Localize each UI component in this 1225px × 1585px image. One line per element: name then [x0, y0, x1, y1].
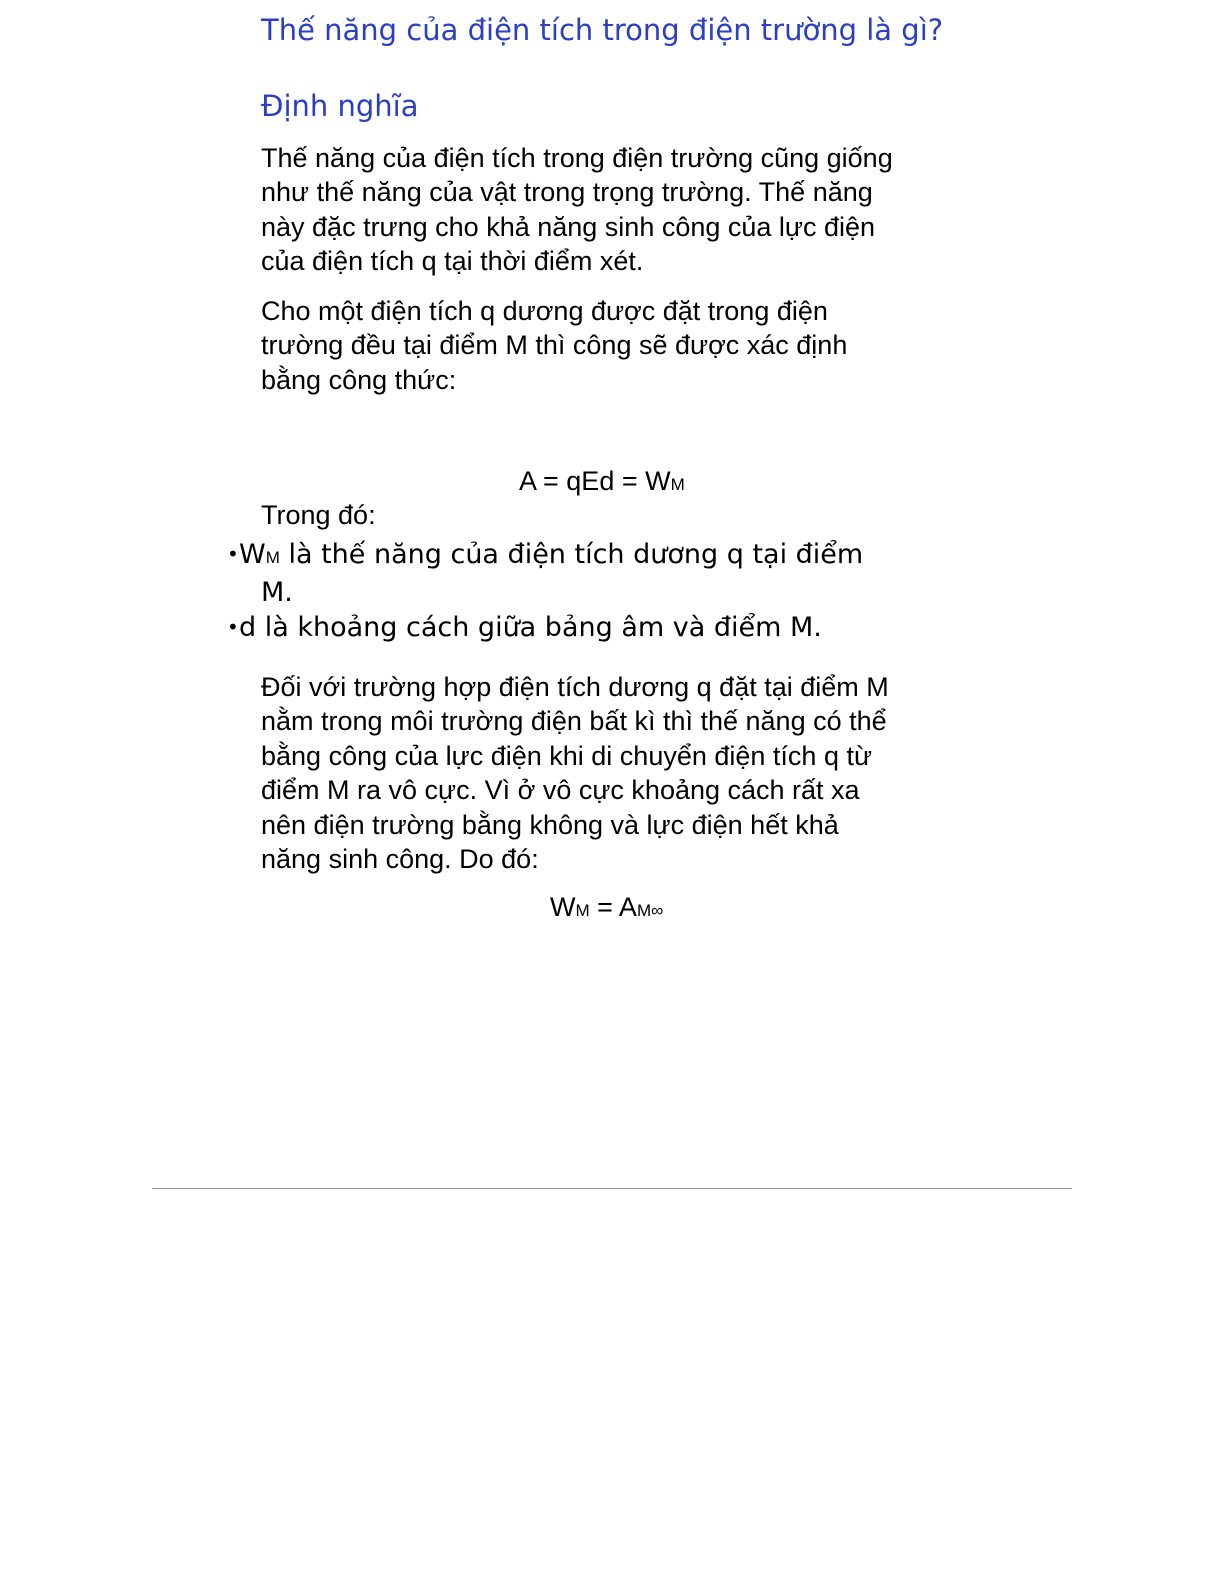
bullet-icon: •	[227, 542, 239, 566]
list-item-variable-subscript: M	[265, 548, 280, 567]
formula-work	[519, 464, 685, 502]
definitions-list	[227, 537, 967, 645]
paragraph-uniform-field: Cho một điện tích q dương được đặt trong điện trường đều tại điểm M thì công sẽ được xác định bằng công thức:	[261, 296, 848, 395]
list-item-variable: W	[239, 539, 266, 570]
list-item-continuation: M.	[261, 577, 293, 608]
list-item-text: là thế năng của điện tích dương q tại điểm	[279, 539, 864, 570]
list-item-text: d là khoảng cách giữa bảng âm và điểm M.	[239, 612, 822, 643]
section-heading: Định nghĩa	[261, 89, 419, 123]
list-item	[227, 537, 967, 610]
formula-equals-rhs: = A	[589, 892, 637, 922]
bullet-icon: •	[227, 615, 239, 639]
paragraph-arbitrary-field: Đối với trường hợp điện tích dương q đặt tại điểm M nằm trong môi trường điện bất kì thì thế năng có thể bằng công của lực điện khi di chuyển điện tích q từ điểm M ra vô cực. Vì ở vô cực khoảng cách rất xa nên điện trường bằng không và lực điện hết khả năng sinh công. Do đó:	[261, 672, 889, 875]
formula-potential-energy	[550, 890, 663, 928]
formula-lhs-subscript: M	[575, 901, 590, 920]
footer-divider	[152, 1188, 1072, 1189]
page-title: Thế năng của điện tích trong điện trường là gì?	[261, 13, 944, 47]
list-item	[227, 610, 967, 645]
formula-lhs: W	[550, 892, 576, 922]
formula-work-subscript: M	[670, 475, 685, 494]
formula-rhs-subscript: M∞	[636, 901, 664, 920]
paragraph-definition: Thế năng của điện tích trong điện trường cũng giống như thế năng của vật trong trọng trường. Thế năng này đặc trưng cho khả năng sinh công của lực điện của điện tích q tại thời điểm xét.	[261, 143, 893, 277]
where-label: Trong đó:	[261, 500, 376, 530]
formula-work-main: A = qEd = W	[519, 466, 671, 496]
